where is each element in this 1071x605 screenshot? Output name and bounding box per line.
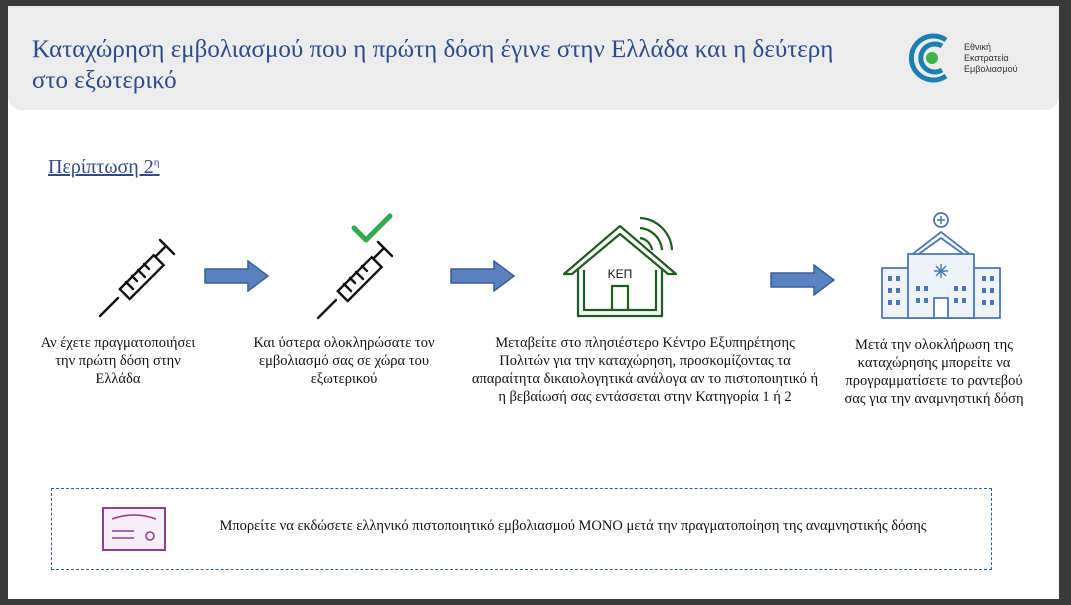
case-title-superscript: η	[153, 156, 160, 169]
case-title-text: Περίπτωση 2	[48, 156, 154, 178]
certificate-icon	[102, 507, 166, 551]
kep-label: ΚΕΠ	[607, 267, 633, 281]
logo-line: Εθνική	[964, 42, 992, 52]
case-title	[48, 156, 160, 179]
notice-text: Μπορείτε να εκδώσετε ελληνικό πιστοποιητικό εμβολιασμού ΜΟΝΟ μετά την πραγματοποίηση της αναμνηστικής δόσης	[219, 518, 927, 534]
logo-line: Εμβολιασμού	[964, 64, 1018, 74]
header	[8, 6, 1059, 110]
arrow-right-icon	[450, 260, 516, 292]
step-2-text: Και ύστερα ολοκληρώσατε τον εμβολιασμό σας σε χώρα του εξωτερικού	[253, 335, 435, 387]
page-title: Καταχώρηση εμβολιασμού που η πρώτη δόση έγινε στην Ελλάδα και η δεύτερη στο εξωτερικό	[32, 36, 834, 94]
logo	[906, 28, 1056, 88]
logo-text	[964, 42, 1018, 75]
hospital-icon	[878, 210, 1004, 322]
slide	[8, 6, 1059, 599]
syringe-icon	[96, 230, 186, 320]
logo-line: Εκστρατεία	[964, 53, 1009, 63]
step-1-text: Αν έχετε πραγματοποιήσει την πρώτη δόση στην Ελλάδα	[40, 335, 196, 387]
arrow-right-icon	[770, 264, 836, 296]
syringe-check-icon	[310, 210, 406, 322]
step-4-text: Μετά την ολοκλήρωση της καταχώρησης μπορείτε να προγραμματίσετε το ραντεβού σας για την αναμνηστική δόση	[844, 337, 1024, 407]
step-3-text: Μεταβείτε στο πλησιέστερο Κέντρο Εξυπηρέτησης Πολιτών για την καταχώρηση, προσκομίζοντας τα απαραίτητα δικαιολογητικά ανάλογα αν το πιστοποιητικό ή η βεβαίωσή σας εντάσσεται στην Κατηγορία 1 ή 2	[471, 335, 819, 405]
logo-icon	[906, 28, 958, 88]
notice-box	[51, 488, 992, 570]
kep-house-icon	[560, 212, 684, 322]
arrow-right-icon	[204, 260, 270, 292]
